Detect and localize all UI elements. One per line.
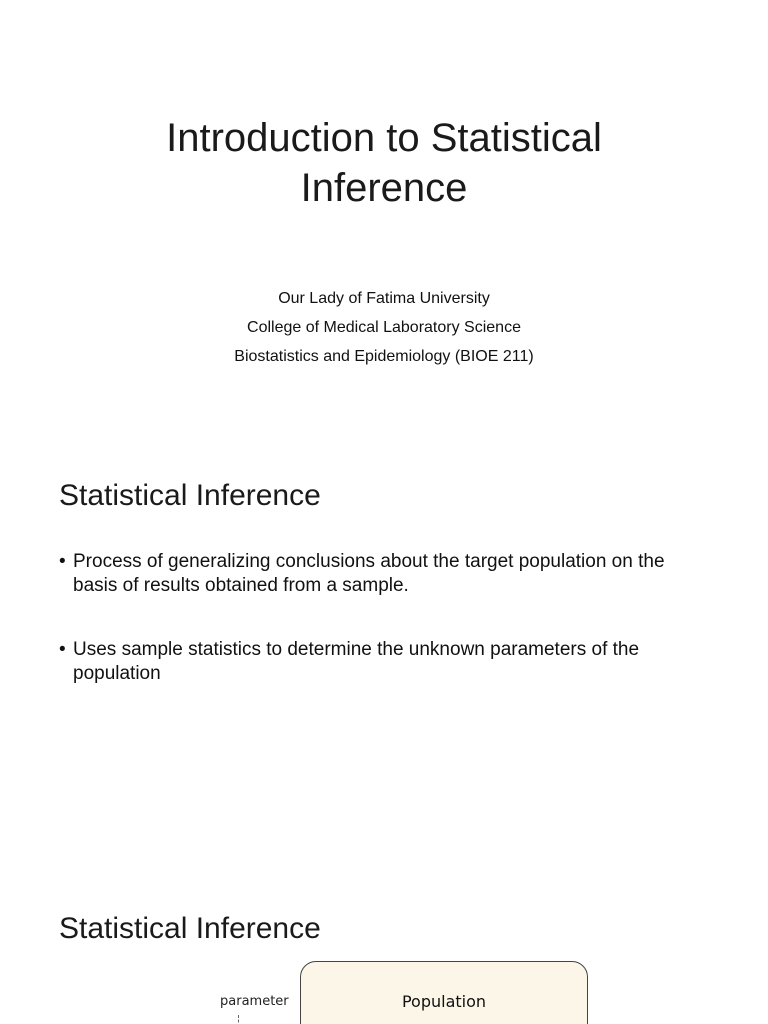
parameter-connector (238, 1015, 239, 1024)
bullet-item (59, 550, 699, 598)
slide-heading: Statistical Inference (59, 912, 321, 945)
course-name: Biostatistics and Epidemiology (BIOE 211) (234, 348, 534, 365)
slide-statistical-inference-diagram (0, 868, 768, 1024)
bullet-item (59, 638, 699, 686)
slide-title (0, 0, 768, 434)
university-name: Our Lady of Fatima University (278, 290, 490, 307)
presentation-title: Introduction to Statistical Inference (166, 116, 602, 210)
parameter-label: parameter (220, 994, 289, 1009)
bullet-text: Process of generalizing conclusions about the target population on the basis of results obtained from a sample. (73, 551, 665, 596)
population-box (300, 961, 588, 1024)
slide-statistical-inference-definition (0, 434, 768, 868)
college-name: College of Medical Laboratory Science (247, 319, 521, 336)
slide-heading: Statistical Inference (59, 479, 321, 512)
bullet-text: Uses sample statistics to determine the unknown parameters of the population (73, 639, 640, 684)
population-label: Population (401, 992, 487, 1011)
bullet-dot-icon: • (59, 639, 66, 660)
subtitle-block (84, 284, 684, 371)
bullet-dot-icon: • (59, 551, 66, 572)
bullet-list (59, 550, 699, 726)
